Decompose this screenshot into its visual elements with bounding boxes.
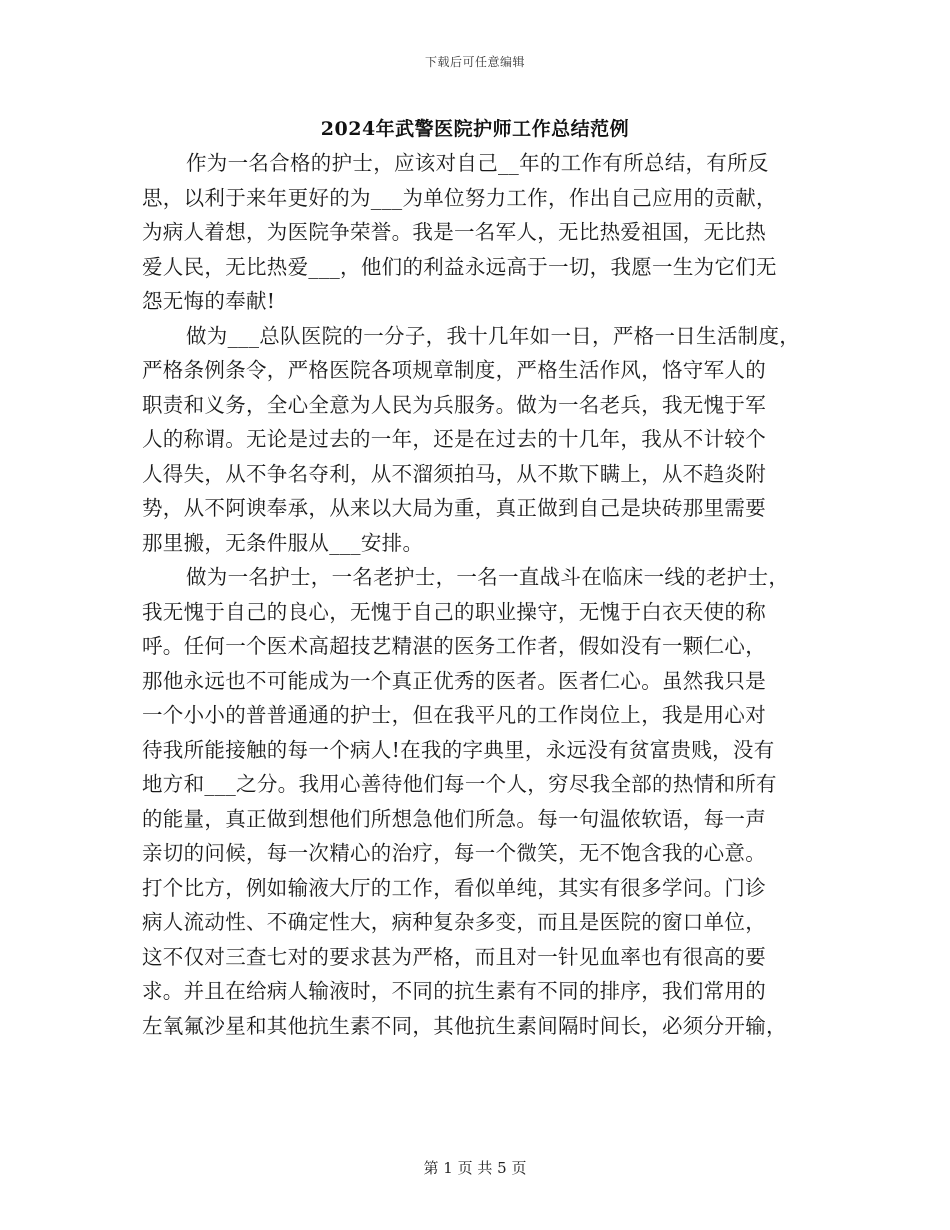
text-line: 人的称谓。无论是过去的一年，还是在过去的十几年，我从不计较个 [142,427,766,451]
text-line: 亲切的问候，每一次精心的治疗，每一个微笑，无不饱含我的心意。 [142,841,766,865]
text-line: 严格条例条令，严格医院各项规章制度，严格生活作风，恪守军人的 [142,358,766,382]
text-line: 的能量，真正做到想他们所想急他们所急。每一句温侬软语，每一声 [142,806,766,831]
text-line: 职责和义务，全心全意为人民为兵服务。做为一名老兵，我无愧于军 [142,392,766,417]
text-line: 呼。任何一个医术高超技艺精湛的医务工作者，假如没有一颗仁心， [142,634,766,658]
text-line: 为病人着想，为医院争荣誉。我是一名军人，无比热爱祖国，无比热 [142,220,766,244]
text-line: 那里搬，无条件服从___安排。 [142,530,424,555]
text-line: 打个比方，例如输液大厅的工作，看似单纯，其实有很多学问。门诊 [142,875,766,900]
text-line: 地方和___之分。我用心善待他们每一个人，穷尽我全部的热情和所有 [142,772,777,796]
text-line: 求。并且在给病人输液时，不同的抗生素有不同的排序，我们常用的 [142,979,766,1003]
page-header-note: 下载后可任意编辑 [424,55,525,69]
text-line: 思，以利于来年更好的为___为单位努力工作，作出自己应用的贡献， [142,185,777,210]
text-line: 病人流动性、不确定性大，病种复杂多变，而且是医院的窗口单位， [142,910,766,934]
paragraph [142,319,832,561]
text-line: 势，从不阿谀奉承，从来以大局为重，真正做到自己是块砖那里需要 [142,496,766,520]
document-body [142,146,832,1043]
text-line: 左氧氟沙星和其他抗生素不同，其他抗生素间隔时间长，必须分开输， [142,1013,787,1038]
document-title: 2024年武警医院护师工作总结范例 [320,118,630,140]
text-line: 我无愧于自己的良心，无愧于自己的职业操守，无愧于白衣天使的称 [142,599,766,624]
page-number-footer: 第 1 页 共 5 页 [423,1159,527,1177]
paragraph [142,146,832,319]
text-line: 爱人民，无比热爱___，他们的利益永远高于一切，我愿一生为它们无 [142,254,777,279]
paragraph [142,560,832,1043]
text-line: 做为___总队医院的一分子，我十几年如一日，严格一日生活制度， [186,323,801,348]
text-line: 这不仅对三查七对的要求甚为严格，而且对一针见血率也有很高的要 [142,944,766,969]
text-line: 一个小小的普普通通的护士，但在我平凡的工作岗位上，我是用心对 [142,703,766,727]
text-line: 那他永远也不可能成为一个真正优秀的医者。医者仁心。虽然我只是 [142,668,766,693]
text-line: 人得失，从不争名夺利，从不溜须拍马，从不欺下瞒上，从不趋炎附 [142,461,766,486]
text-line: 怨无悔的奉献! [142,289,276,313]
text-line: 作为一名合格的护士，应该对自己__年的工作有所总结，有所反 [186,151,769,175]
text-line: 做为一名护士，一名老护士，一名一直战斗在临床一线的老护士， [186,565,790,589]
text-line: 待我所能接触的每一个病人!在我的字典里，永远没有贫富贵贱，没有 [142,737,775,762]
